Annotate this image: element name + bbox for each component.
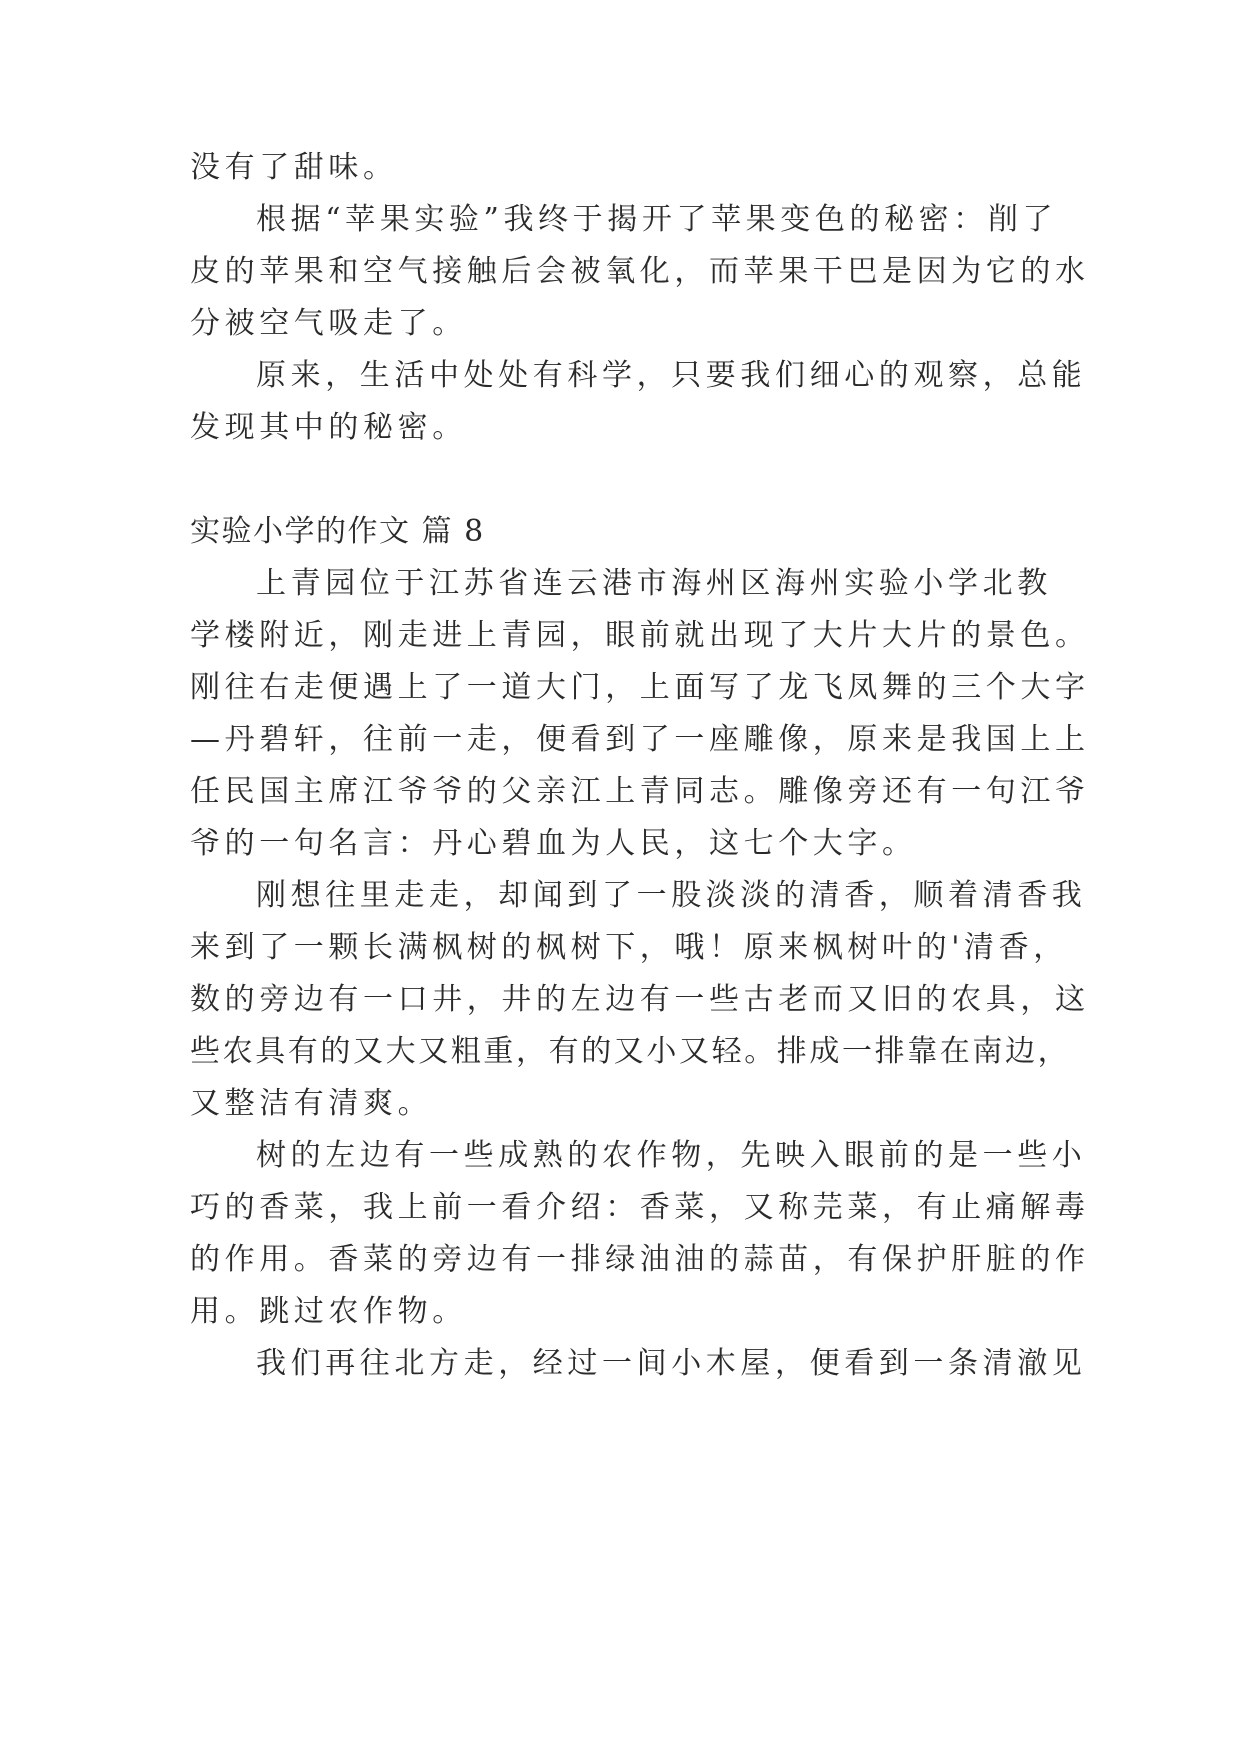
text-line: 刚往右走便遇上了一道大门，上面写了龙飞凤舞的三个大字 [190,670,1090,705]
text-line: 发现其中的秘密。 [190,410,467,445]
text-line: 分被空气吸走了。 [190,306,467,341]
paragraph-line: 上青园位于江苏省连云港市海州区海州实验小学北教 [256,566,1052,601]
text-line: 没有了甜味。 [190,150,398,185]
paragraph-line: 我们再往北方走，经过一间小木屋，便看到一条清澈见 [256,1346,1087,1381]
paragraph-line: 原来，生活中处处有科学，只要我们细心的观察，总能 [256,358,1087,393]
text-line: 些农具有的又大又粗重，有的又小又轻。排成一排靠在南边， [190,1034,1071,1069]
text-line: 任民国主席江爷爷的父亲江上青同志。雕像旁还有一句江爷 [190,774,1090,809]
text-line: 数的旁边有一口井，井的左边有一些古老而又旧的农具，这 [190,982,1090,1017]
paragraph-line: 根据“苹果实验”我终于揭开了苹果变色的秘密：削了 [256,202,1058,237]
text-line: 学楼附近，刚走进上青园，眼前就出现了大片大片的景色。 [190,618,1090,653]
paragraph-line: 刚想往里走走，却闻到了一股淡淡的清香，顺着清香我 [256,878,1087,913]
text-line: 巧的香菜，我上前一看介绍：香菜，又称芫菜，有止痛解毒 [190,1190,1090,1225]
paragraph-line: 树的左边有一些成熟的农作物，先映入眼前的是一些小 [256,1138,1087,1173]
text-line: 的作用。香菜的旁边有一排绿油油的蒜苗，有保护肝脏的作 [190,1242,1090,1277]
text-line: 皮的苹果和空气接触后会被氧化，而苹果干巴是因为它的水 [190,254,1090,289]
text-line: 用。跳过农作物。 [190,1294,467,1329]
text-line: 又整洁有清爽。 [190,1086,433,1121]
text-line: 来到了一颗长满枫树的枫树下，哦！原来枫树叶的'清香， [190,930,1068,965]
text-line: 爷的一句名言：丹心碧血为人民，这七个大字。 [190,826,917,861]
section-heading: 实验小学的作文 篇 8 [190,514,485,549]
text-line: —丹碧轩，往前一走，便看到了一座雕像，原来是我国上上 [190,722,1090,757]
